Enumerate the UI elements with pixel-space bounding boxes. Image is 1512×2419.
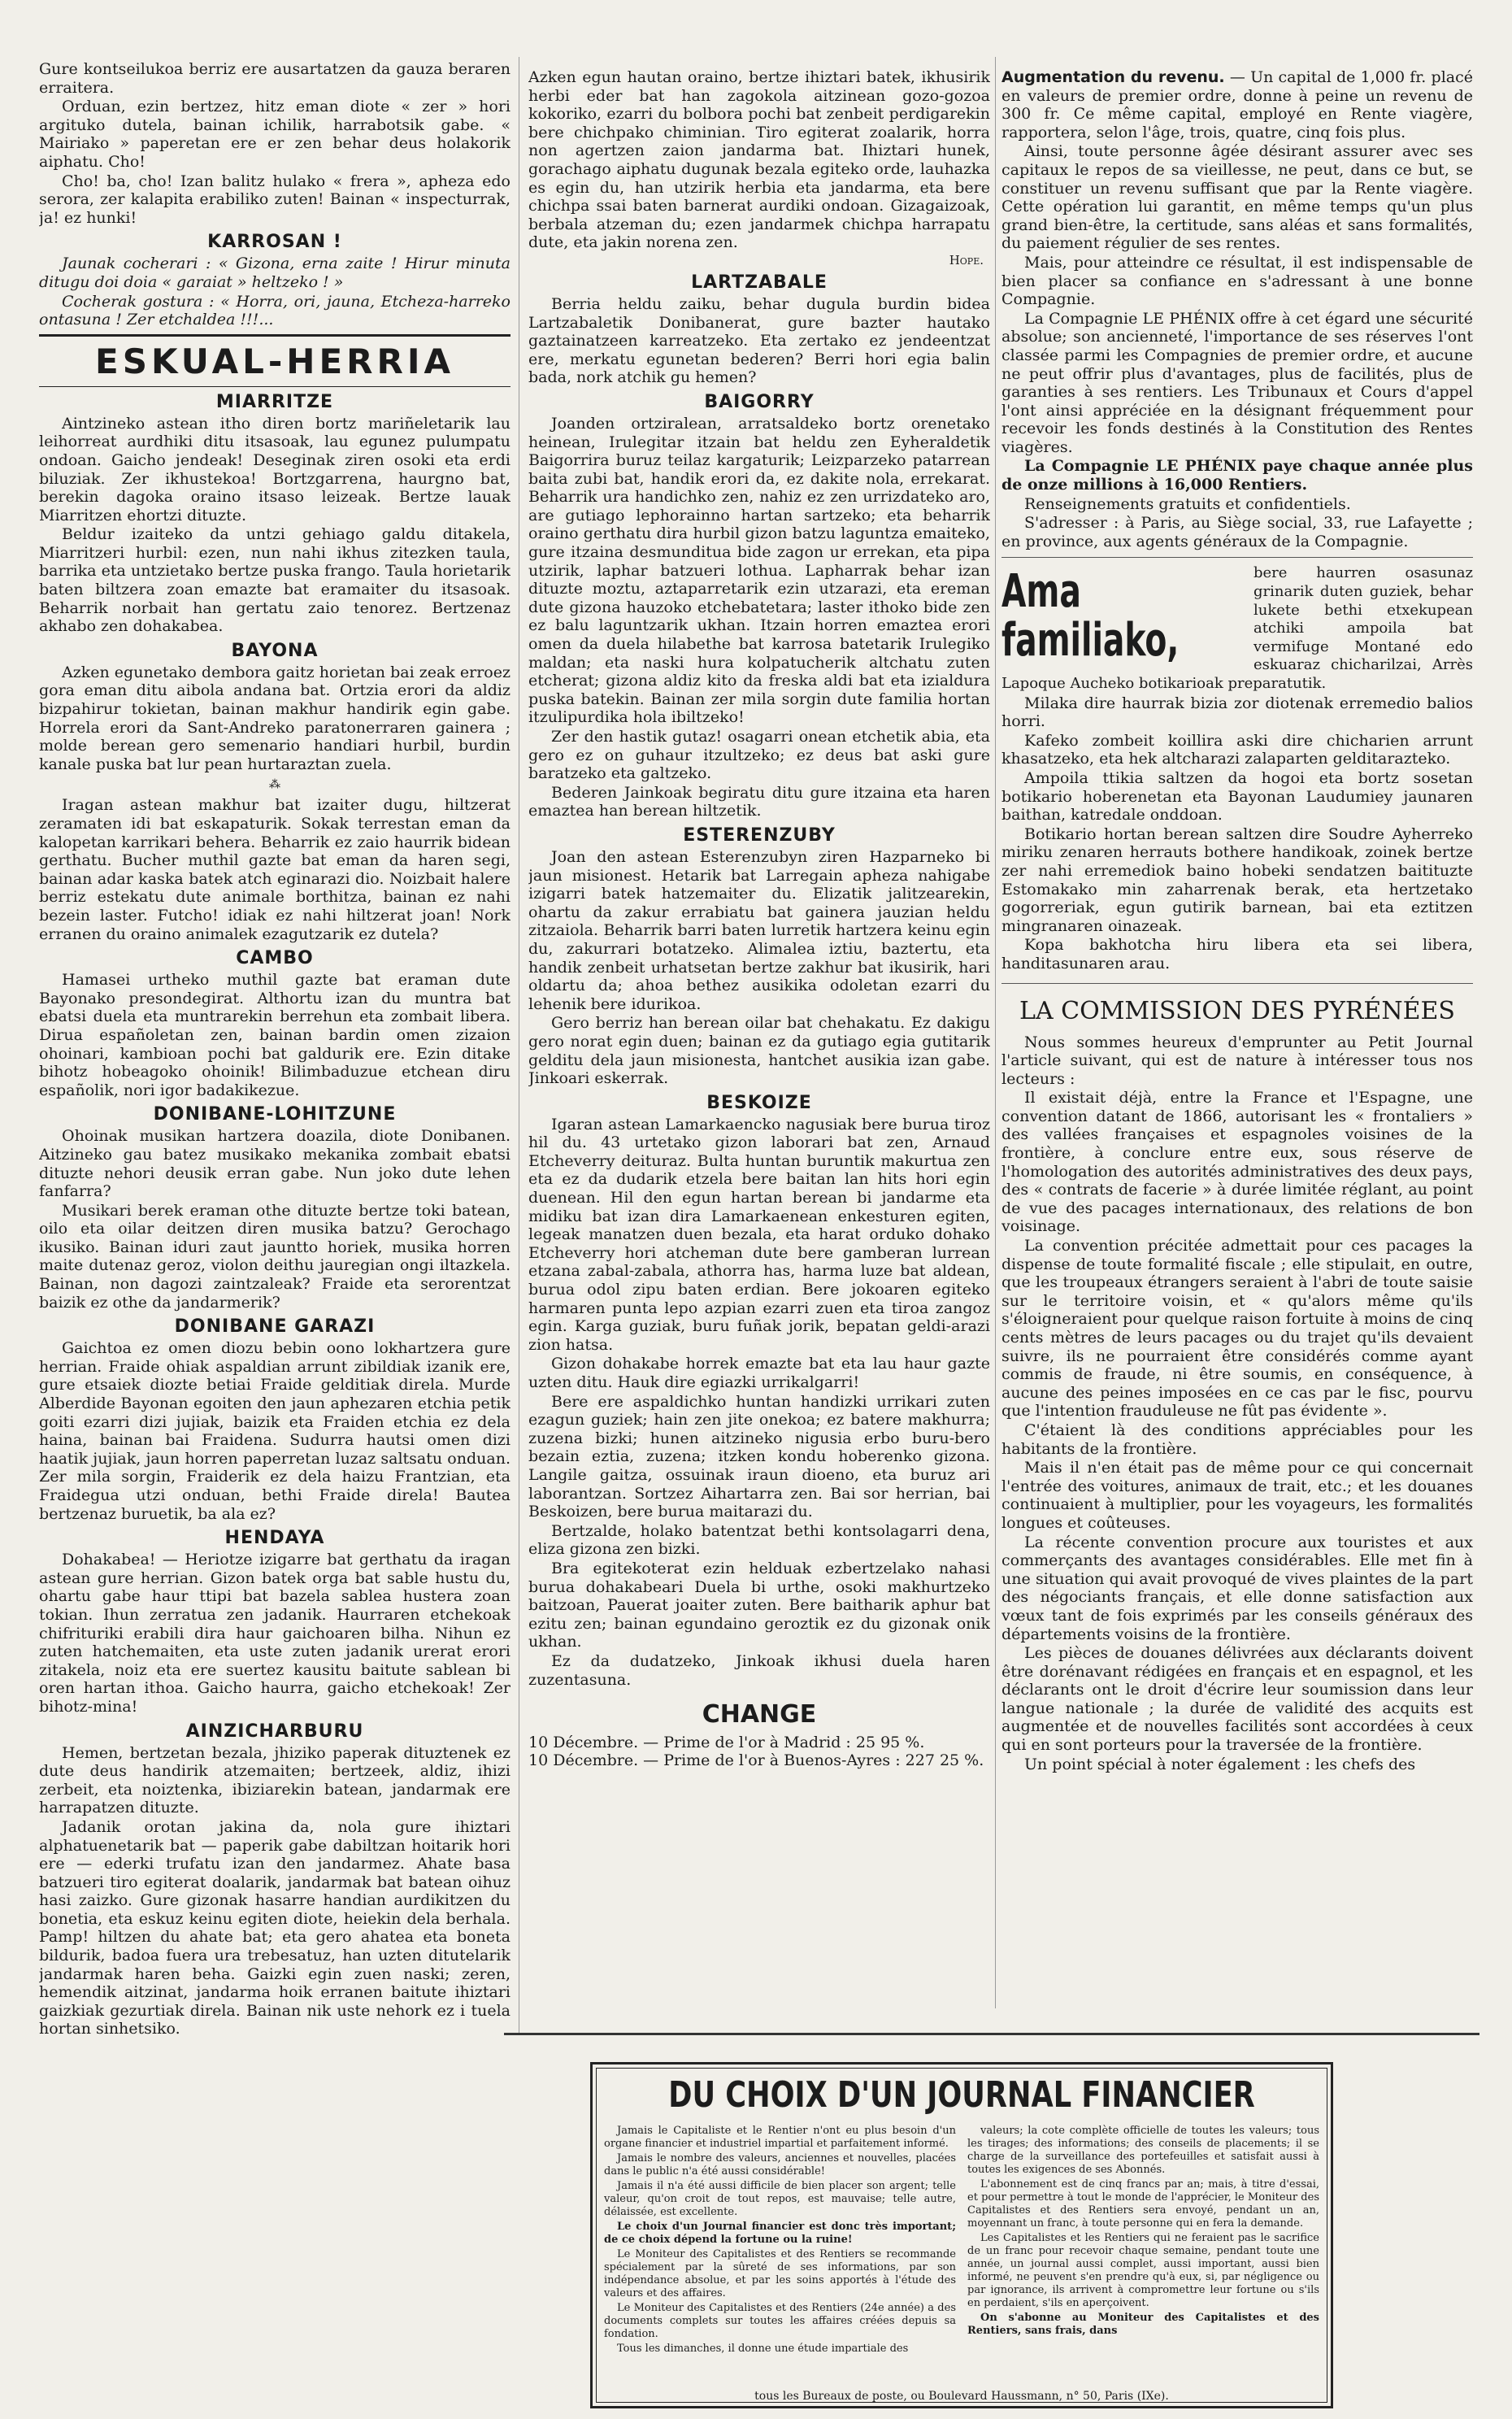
article-paragraph: La récente convention procure aux touristes et aux commerçants des avantages considérables. Elle met fin à une situation qui avait provoqué de vives plaintes de la part des négociants français, et elle donne satisfaction aux vœux tant de fois exprimés par les conseils généraux des départements voisins de la frontière. xyxy=(1001,1533,1473,1643)
column-1 xyxy=(39,60,511,2402)
section-heading: BAIGORRY xyxy=(704,391,815,412)
section-heading: KARROSAN ! xyxy=(207,232,342,253)
ad-footer: tous les Bureaux de poste, ou Boulevard Haussmann, n° 50, Paris (IXe). xyxy=(754,2390,1169,2403)
ad-paragraph: Jamais le Capitaliste et le Rentier n'ont eu plus besoin d'un organe financier et industriel impartial et parfaitement informé. xyxy=(604,2125,956,2150)
section-title: LA COMMISSION DES PYRÉNÉES xyxy=(1001,983,1473,1025)
article-paragraph: Joanden ortziralean, arratsaldeko bortz orenetako heinean, Irulegitar itzain bat heldu zen Eyheraldetik Baigorrira buruz teilaz kargaturik; Leizparzeko patarrean baita zubi bat, handik erori da, ez dakite nola, errekarat. Beharrik ura handichko zen, nahiz ez zen urrizdateko aro, are gutiago lephorainno hartan sartzeko; eta beharrik oraino gerthatu dira hurbil gizon batzu laguntza emaiteko, gure itzaina desmunditua bide zagon ur errekan, eta pipa utzirik, laphar batzueri lothua. Lapharrak behar izan dituzte moztu, aztaparretarik ezin utzarazi, eta ereman dute gizona hauzoko etchebatetara; laster ithoko bide zen ez balu laguntzarik ukhan. Itzain horren emaztea erori omen da duela hilabethe bat karrosa batetarik Irulegiko maldan; eta naski hura kolpatucherik altchatu zuten etcherat; gizona aldiz kito da freska aldi bat eta izialdura puska batekin. Bainan zer mila sorgin dute familia hortan itzulipurdika hola ibiltzeko! xyxy=(528,414,990,727)
article-paragraph: C'étaient là des conditions appréciables pour les habitants de la frontière. xyxy=(1001,1421,1473,1458)
article-paragraph: Gure kontseilukoa berriz ere ausartatzen da gauza beraren erraitera. xyxy=(39,60,511,97)
article-paragraph: — Un capital de 1,000 fr. placé en valeurs de premier ordre, donne à peine un revenu de 300 fr. Ce même capital, employé en Rente viagère, rapportera, selon l'âge, trois, quatre, cinq fois plus. xyxy=(1001,68,1473,141)
change-heading: CHANGE xyxy=(702,1700,817,1729)
article-paragraph: Un point spécial à noter également : les chefs des xyxy=(1024,1755,1416,1773)
article-paragraph: Iragan astean makhur bat izaiter dugu, hiltzerat zeramaten idi bat eskapaturik. Sokak terrestan eman da kalopetan karrikari behera. Beharrik ez zaio haurrik bidean gerthatu. Bucher muthil gazte bat eman da haren segi, bainan adar kaska batek atch eginarazi dio. Noizbait halere berriz estekatu dute animale borthitza, bainan ez nahi bezein laster. Futcho! idiak ez nahi hiltzerat joan! Nork erranen du oraino animalek ezagutzarik ez dutela? xyxy=(39,796,511,943)
article-paragraph: Mais, pour atteindre ce résultat, il est indispensable de bien placer sa confiance en s'adressant à une bonne Compagnie. xyxy=(1001,253,1473,309)
section-heading: DONIBANE GARAZI xyxy=(174,1316,376,1338)
ad-paragraph: Jamais le nombre des valeurs, anciennes et nouvelles, placées dans le public n'a été aussi considérable! xyxy=(604,2152,956,2178)
financial-journal-ad xyxy=(590,2062,1333,2408)
ad-column xyxy=(604,2125,956,2398)
ad-paragraph: On s'abonne au Moniteur des Capitalistes et des Rentiers, sans frais, dans xyxy=(967,2312,1319,2337)
ad-paragraph: Les Capitalistes et les Rentiers qui ne feraient pas le sacrifice de un franc pour recevoir chaque semaine, pendant toute une année, un journal aussi complet, aussi important, aussi bien informé, ne peuvent s'en prendre qu'à eux, si, par négligence ou par ignorance, ils arrivent à compromettre leur fortune ou s'ils en perdaient, s'ils en aperçoivent. xyxy=(967,2232,1319,2309)
article-paragraph: Igaran astean Lamarkaencko nagusiak bere burua tiroz hil du. 43 urtetako gizon laborari bat zen, Arnaud Etcheverry deituraz. Bulta huntan buruntik makurtua zen eta ez da dudarik etzela bere baitan lan hits hori egin duenean. Hil den egun hartan berean bi jandarme eta midiku bat izan dira Lamarkaenean enkesturen egiten, legeak manatzen duen bezala, eta harat orduko dohako Etcheverry hori atcheman dute bere gamberan lurrean etzana zabal-zabala, athorra has, harma luze bat aldean, burua odol zipu baten erdian. Bere jokoaren egiteko harmaren punta lepo azpian ezarri zuen eta tiroa zangoz egin. Karga guziak, buru fuñak jorik, bepatan geldi-arazi zion hatsa. xyxy=(528,1115,990,1354)
ad-paragraph: Le Moniteur des Capitalistes et des Rentiers se recommande spécialement par la sûreté de ses informations, par son indépendance absolue, et par les soins apportés à l'étude des valeurs et des affaires. xyxy=(604,2248,956,2299)
horizontal-rule xyxy=(504,2033,1479,2035)
ad-paragraph: valeurs; la cote complète officielle de toutes les valeurs; tous les tirages; des informations; des conseils de placements; il se charge de la surveillance des portefeuilles et satisfait aussi à toutes les exigences de ses Abonnés. xyxy=(967,2125,1319,2176)
ad-paragraph: L'abonnement est de cinq francs par an; mais, à titre d'essai, et pour permettre à tout le monde de l'apprécier, le Moniteur des Capitalistes et des Rentiers sera envoyé, pendant un an, moyennant un franc, à toute personne qui en fera la demande. xyxy=(967,2178,1319,2230)
section-heading: MIARRITZE xyxy=(215,391,334,412)
section-masthead: ESKUAL-HERRIA xyxy=(39,334,511,387)
section-heading: BESKOIZE xyxy=(706,1092,812,1113)
article-paragraph: Bra egitekoterat ezin helduak ezbertzelako nahasi burua dohakabeari Duela bi urthe, osoki makhurtzeko baitzoan, Pauerat joaiter zuten. Bere baitharik aphur bat ezitu zen; bainan egundaino geroztik ez du gizonak onik ukhan. xyxy=(528,1559,990,1651)
article-paragraph: Hamasei urtheko muthil gazte bat eraman dute Bayonako presondegirat. Althortu izan du muntra bat ebatsi duela eta muntrarekin berrehun eta zombait libera. Dirua españoletan zen, bainan bardin omen zizaion ohoinari, kambioan pochi bat galdurik ere. Ezin ditake bihotz hobeagoko ohoinik! Bilimbaduzue etchean diru españolik, nori igor badakikezue. xyxy=(39,971,511,1099)
ad-title: DU CHOIX D'UN JOURNAL FINANCIER xyxy=(668,2074,1255,2116)
article-paragraph: Azken egun hautan oraino, bertze ihiztari batek, ikhusirik herbi eder bat han zagokola aitzinean gozo-gozoa kokoriko, ezarri du bolbora pochi bat zenbeit perdigarekin bere chichpako chiminian. Tiro egiterat zoalarik, horra non agertzen zaion jandarma bat. Ihiztari hunek, gorachago aiphatu dugunak bezala egiteko orde, lauhazka es egin du, han utzirik herbia eta jandarma, eta bere chichpa ssai baten barnerat aurdiki ondoan. Gizagaizoak, berbala atzeman du; ezen jandarmek chichpa harrapatu dute, eta jakin norena zen. xyxy=(528,68,990,252)
article-paragraph: Cocherak gostura : « Horra, ori, jauna, Etcheza-harreko ontasuna ! Zer etchaldea !!!... xyxy=(39,292,511,329)
section-heading: BAYONA xyxy=(231,640,319,661)
article-paragraph: Ainsi, toute personne âgée désirant assurer avec ses capitaux le repos de sa vieillesse, ne peut, dans ce but, se constituer un revenu suffisant que par la Rente viagère. Cette opération lui garantit, en même temps qu'un plus grand bien-être, la certitude, sans aléas et sans formalités, du paiement régulier de ses rentes. xyxy=(1001,142,1473,253)
article-paragraph: Les pièces de douanes délivrées aux déclarants doivent être dorénavant rédigées en français et en espagnol, et les déclarants ont le droit d'écrire leur soumission dans leur langue nationale ; la durée de validité des acquits est augmentée et de nouvelles facilités sont accordées à ceux qui en sont porteurs pour la traversée de la frontière. xyxy=(1001,1644,1473,1755)
section-heading: ESTERENZUBY xyxy=(683,824,836,846)
article-paragraph: Renseignements gratuits et confidentiels. xyxy=(1024,494,1351,513)
signature: Hope. xyxy=(949,252,984,268)
ad-paragraph: Le Moniteur des Capitalistes et des Rentiers (24e année) a des documents complets sur toutes les affaires créées depuis sa fondation. xyxy=(604,2302,956,2340)
article-paragraph: Orduan, ezin bertzez, hitz eman diote « zer » hori argituko dutela, bainan ichilik, harrabotsik gabe. « Mairiako » paperetan ere er zen behar deus holakorik aiphatu. Cho! xyxy=(39,98,511,171)
section-heading: HENDAYA xyxy=(224,1528,325,1549)
article-paragraph: Bederen Jainkoak begiratu ditu gure itzaina eta haren emaztea han berean hiltzetik. xyxy=(528,783,990,820)
ama-ad xyxy=(1001,564,1473,972)
article-paragraph: Beldur izaiteko da untzi gehiago galdu ditakela, Miarritzeri hurbil: ezen, nun nahi ikhus zitezken taula, barrika eta untzietako bertze puska frango. Taula horietarik baten biltzera zoan emazte bat eramaiter du itsasoak. Beharrik norbait han gertatu zaio tenorez. Bertzenaz akhabo zen dohakabea. xyxy=(39,525,511,636)
ad-paragraph: Jamais il n'a été aussi difficile de bien placer son argent; telle valeur, qu'on croit de tout repos, est mauvaise; telle autre, délaissée, est excellente. xyxy=(604,2180,956,2218)
article-paragraph: Botikario hortan berean saltzen dire Soudre Ayherreko miriku zenaren herrauts bothere handikoak, zoinek bertze zer nahi erremediok baino hobeki sendatzen baitituzte Estomakako min zaharrenak berak, eta hertzetako gogorreriak, egun gutirik barnean, bai eta eztitzen mingranaren oinazeak. xyxy=(1001,824,1473,935)
article-paragraph: Milaka dire haurrak bizia zor diotenak erremedio balios horri. xyxy=(1001,694,1473,731)
article-paragraph: Bertzalde, holako batentzat bethi kontsolagarri dena, eliza gizona zen bizki. xyxy=(528,1521,990,1559)
ad-paragraph: Le choix d'un Journal financier est donc très important; de ce choix dépend la fortune ou la ruine! xyxy=(604,2221,956,2246)
article-paragraph: Kopa bakhotcha hiru libera eta sei libera, handitasunaren arau. xyxy=(1001,936,1473,972)
exchange-rate-line: 10 Décembre. — Prime de l'or à Madrid : 25 95 %. xyxy=(528,1734,925,1752)
article-paragraph: Jaunak cocherari : « Gizona, erna zaite ! Hirur minuta ditugu doi doia « garaiat » heltzeko ! » xyxy=(39,255,511,291)
divider xyxy=(1001,557,1473,558)
article-paragraph: Bere ere aspaldichko huntan handizki urrikari zuten ezagun guziek; hain zen jite onekoa; ez batere makhurra; zuzena bizki; hunen aitzineko nigusia erbo buru-bero bezain eztia, zuzena; itzken kondu hoberenko gizona. Langile gaitza, ossuinak iraun dioeno, eta buruz ari laborantzan. Sortzez Aihartarra zen. Bai sor herrian, bai Beskoizen, bere burua maitarazi du. xyxy=(528,1392,990,1521)
article-paragraph: Gizon dohakabe horrek emazte bat eta lau haur gazte uzten ditu. Hauk dire egiazki urrikalgarri! xyxy=(528,1355,990,1391)
section-heading: LARTZABALE xyxy=(691,272,828,293)
section-heading: CAMBO xyxy=(236,948,314,969)
section-heading: AINZICHARBURU xyxy=(185,1721,364,1742)
column-2 xyxy=(528,68,990,2004)
ad-title: Ama familiako, xyxy=(1001,565,1180,668)
article-paragraph: Aintzineko astean itho diren bortz mariñeletarik lau leihorreat aurdhiki ditu itsasoak, lau egunez pulumpatu ondoan. Gaicho jendeak! Deseginak ziren osoki eta erdi biluziak. Zer ikhustekoa! Bortzgarrena, haurgno bat, berekin dagoka oraino itsaso leizeak. Bertze lauak Miarritzen ehortzi dituzte. xyxy=(39,414,511,524)
article-paragraph: Mais il n'en était pas de même pour ce qui concernait l'entrée des voitures, animaux de trait, etc.; et les douanes continuaient à multiplier, pour les voyageurs, les formalités longues et coûteuses. xyxy=(1001,1459,1473,1532)
article-paragraph: Hemen, bertzetan bezala, jhiziko paperak dituztenek ez dute deus handirik atzemaiten; bertzeek, aldiz, ihizi zerbeit, eta noiztenka, ibiziarekin batean, jandarmak ere harrapatzen dituzte. xyxy=(39,1743,511,1817)
article-paragraph: Il existait déjà, entre la France et l'Espagne, une convention datant de 1866, autorisant les « frontaliers » des vallées françaises et espagnoles voisines de la frontière, à conclure entre eux, sous réserve de l'homologation des autorités administratives des deux pays, des « contrats de facerie » à durée limitée réglant, au point de vue des pacages internationaux, des relations de bon voisinage. xyxy=(1001,1089,1473,1236)
article-paragraph: bere haurren osasunaz grinarik duten guziek, behar lukete bethi etxekupean atchiki ampoila bat vermifuge Montané edo eskuaraz chicharilzai, Arrès Lapoque Aucheko botikarioak preparatutik. xyxy=(1001,564,1473,692)
article-paragraph: La convention précitée admettait pour ces pacages la dispense de toute formalité fiscale ; elle stipulait, en outre, que les troupeaux étrangers seraient à l'abri de toute saisie sur le territoire voisin, et « qu'alors même qu'ils s'éloigneraient pour quelque raison fortuite à moins de cinq cents mètres de leurs pacages ou du trajet qu'ils devaient suivre, ils ne pourraient être considérés comme ayant commis de fraude, ni être soumis, en conséquence, à aucune des peines imposées en ce cas par le fisc, pourvu que l'intention frauduleuse ne fût pas évidente ». xyxy=(1001,1237,1473,1421)
article-paragraph: Kafeko zombeit koillira aski dire chicharien arrunt khasatzeko, eta hek altcharazi zalaparten gelditarazteko. xyxy=(1001,731,1473,768)
ad-heading: Augmentation du revenu. xyxy=(1001,68,1225,86)
article-paragraph: Zer den hastik gutaz! osagarri onean etchetik abia, eta gero ez on guhaur itzultzeko; ez deus bat aski gure baratzeko eta galtzeko. xyxy=(528,728,990,783)
section-heading: DONIBANE-LOHITZUNE xyxy=(153,1104,397,1125)
column-rule xyxy=(995,57,996,2008)
article-paragraph: S'adresser : à Paris, au Siège social, 33, rue Lafayette ; en province, aux agents généraux de la Compagnie. xyxy=(1001,514,1473,550)
article-paragraph: Azken egunetako dembora gaitz horietan bai zeak erroez gora eman ditu aibola andana bat. Ortzia erori da aldiz bizpahirur tokietan, bainan makhur handirik egin gabe. Horrela erori da Sant-Andreko paratonerraren gainera ; molde berean gero semenario handiari hurbil, burdin kanale puska bat lur pean hurtaraztan zuela. xyxy=(39,663,511,773)
article-paragraph: Nous sommes heureux d'emprunter au Petit Journal l'article suivant, qui est de nature à intéresser tous nos lecteurs : xyxy=(1001,1033,1473,1088)
article-paragraph: La Compagnie LE PHÉNIX paye chaque année plus de onze millions à 16,000 Rentiers. xyxy=(1001,457,1473,494)
article-paragraph: Joan den astean Esterenzubyn ziren Hazparneko bi jaun misionest. Hetarik bat Larregain apheza nahigabe izigarri batek hatzemaiter du. Elizatik jalitzearekin, ohartu da zakur errabiatu bat gainera jauzian heldu zitzaiola. Beharrik barri baten lurretik hartzera keinu egin du, zakurrari botatzeko. Alimalea iztiu, baztertu, eta handik zenbeit urhatsetan bertze zakhur bat ikusirik, hari oldartu da; ahoa bethez ausikika odoletan ezarri du lehenik bere idurikoa. xyxy=(528,847,990,1013)
article-paragraph: Ez da dudatzeko, Jinkoak ikhusi duela haren zuzentasuna. xyxy=(528,1651,990,1689)
ad-column xyxy=(967,2125,1319,2398)
column-3 xyxy=(1001,68,1473,1987)
ad-paragraph: Tous les dimanches, il donne une étude impartiale des xyxy=(617,2343,909,2355)
article-paragraph: Jadanik orotan jakina da, nola gure ihiztari alphatuenetarik bat — paperik gabe dabiltzan hoitarik hori ere — ederki trufatu izan den jandarmez. Ahate basa batzueri tiro egiterat doalarik, jandarmak bat batean oihuz hasi zaizko. Gure gizonak hasarre handian aurdikitzen du bonetia, eta eskuz keinu egiten diote, heiekin dela berhala. Pamp! hiltzen du ahate bat; eta gero ahatea eta boneta bildurik, badoa fuera ura trebesatuz, han uzten ditutelarik jandarmak haren beha. Gaizki egin zuen naski; zeren, hemendik aitzinat, jandarma hoik erranen baitute ihiztari gaizkiak gezurtiak direla. Bainan nik uste nehork ez i tuela hortan sinhetsiko. xyxy=(39,1817,511,2038)
article-paragraph: Berria heldu zaiku, behar dugula burdin bidea Lartzabaletik Donibanerat, gure bazter hautako gaztainatzeen karreatzeko. Eta zertako ez jendeentzat ere, merkatu egunetan bederen? Berri hori egia balin bada, nork atchik gu hemen? xyxy=(528,294,990,387)
article-paragraph: Dohakabea! — Heriotze izigarre bat gerthatu da iragan astean gure herrian. Gizon batek orga bat sable hustu du, ohartu gabe haur ttipi bat bazela sablea hustera zoan tokian. Ihun zerratua zen jadanik. Haurraren etchekoak chifrituriki erabili dira haur gaichoaren bilha. Nihun ez zuten hatchemaiten, eta uste zuten jadanik urerat erori zitakela, noiz eta ere suertez kausitu baitute sablean bi oren hartan ithoa. Gaicho haurra, gaicho etchekoak! Zer bihotz-mina! xyxy=(39,1551,511,1716)
article-paragraph: Gero berriz han berean oilar bat chehakatu. Ez dakigu gero norat egin duen; bainan ez da gutiago egia gutitarik gelditu dela jaun misionesta, hantchet ausikia izan gabe. Jinkoari eskerrak. xyxy=(528,1014,990,1088)
article-paragraph: Cho! ba, cho! Izan balitz hulako « frera », apheza edo serora, zer kalapita erabiliko zuten! Bainan « inspecturrak, ja! ez hunki! xyxy=(39,172,511,227)
article-paragraph: Gaichtoa ez omen diozu bebin oono lokhartzera gure herrian. Fraide ohiak aspaldian arrunt zibildiak izanik ere, gure etsaiek diozte betiai Fraide gelditiak direla. Murde Alberdide Bayonan egoiten den jaun aphezaren etchia petik goiti ezarri dizi jujiak, baizik eta Fraiden etchia ez dela haina, bainan bai Fraidena. Sudurra hautsi omen dizi haatik jujiak, jaun horren paperretan luzaz saltsatu onduan. Zer mila sorgin, Fraiderik ez dela haizu Frantzian, eta Fraidegua utzi onduan, bethi Fraide direla! Bautea bertzenaz buruetik, ba ala ez? xyxy=(39,1339,511,1523)
article-paragraph: Musikari berek eraman othe dituzte bertze toki batean, oilo eta oilar deitzen diren musika batzu? Gerochago ikusiko. Bainan iduri zaut jauntto horiek, musika horren maite dutenaz geroz, violon deithu jauregian ongi iltazkela. Bainan, non dagozi zaintzaleak? Fraide eta serorentzat baizik ez othe da jandarmerik? xyxy=(39,1201,511,1312)
exchange-rate-line: 10 Décembre. — Prime de l'or à Buenos-Ayres : 227 25 %. xyxy=(528,1751,984,1770)
article-paragraph: Ohoinak musikan hartzera doazila, diote Donibanen. Aitzineko gau batez musikako mekanika zombait ebatsi dituzte nehori deusik erran gabe. Nun joko dute lehen fanfarra? xyxy=(39,1127,511,1201)
ornament-icon: ⁂ xyxy=(269,778,280,792)
article-paragraph: La Compagnie LE PHÉNIX offre à cet égard une sécurité absolue; son ancienneté, l'importance de ses réserves l'ont classée parmi les Compagnies de premier ordre, et aucune ne peut offrir plus d'avantages, plus de facilités, plus de garanties à ses rentiers. Les Tribunaux et Cours d'appel l'ont ainsi appréciée en la désignant fréquemment pour recevoir les fonds destinés à la Constitution des Rentes viagères. xyxy=(1001,309,1473,456)
article-paragraph: Ampoila ttikia saltzen da hogoi eta bortz sosetan botikario hoberenetan eta Bayonan Laudumiey jaunaren baithan, katredale onddoan. xyxy=(1001,768,1473,824)
